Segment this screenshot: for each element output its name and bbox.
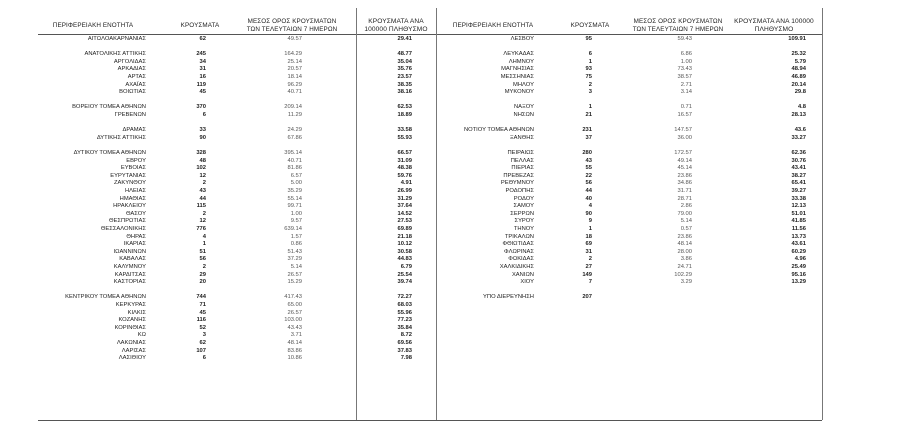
- region-name: ΚΑΛΥΜΝΟΥ: [113, 264, 146, 270]
- avg-7day-value: 65.00: [287, 302, 302, 308]
- per100k-value: 28.13: [791, 112, 806, 118]
- cases-value: 776: [196, 226, 206, 232]
- avg-7day-value: 28.71: [677, 195, 692, 202]
- cases-value: 75: [585, 74, 592, 80]
- cases-value: 107: [196, 347, 206, 354]
- cases-value: 4: [588, 203, 592, 210]
- per100k-value: 62.53: [397, 104, 412, 111]
- per100k-value: 46.89: [791, 74, 806, 80]
- per100k-value: 37.83: [397, 347, 412, 354]
- avg-7day-value: 20.57: [287, 66, 302, 73]
- cases-value: 1: [588, 226, 592, 232]
- avg-7day-value: 81.86: [287, 165, 302, 172]
- region-name: ΛΕΣΒΟΥ: [510, 36, 534, 42]
- region-name: ΕΥΒΟΙΑΣ: [120, 165, 146, 172]
- avg-7day-value: 31.71: [677, 188, 692, 194]
- avg-7day-value: 40.71: [287, 89, 302, 96]
- cases-value: 1: [202, 241, 206, 248]
- cases-value: 280: [582, 150, 592, 156]
- cases-value: 71: [199, 302, 206, 308]
- per100k-value: 35.84: [397, 324, 412, 331]
- avg-7day-value: 1.00: [290, 210, 302, 217]
- avg-7day-value: 51.43: [287, 248, 302, 255]
- avg-7day-value: 5.00: [290, 180, 302, 187]
- avg-7day-value: 3.14: [680, 89, 692, 96]
- cases-value: 93: [585, 66, 592, 73]
- region-name: ΡΕΘΥΜΝΟΥ: [500, 180, 534, 187]
- region-name: ΣΥΡΟΥ: [514, 218, 534, 225]
- cases-value: 744: [196, 294, 206, 301]
- avg-7day-value: 37.29: [287, 256, 302, 263]
- region-name: ΜΥΚΟΝΟΥ: [504, 89, 534, 96]
- avg-7day-value: 6.86: [680, 51, 692, 58]
- per100k-value: 55.93: [397, 134, 412, 141]
- region-name: ΠΕΙΡΑΙΩΣ: [507, 150, 534, 156]
- avg-7day-value: 395.14: [284, 150, 302, 156]
- per100k-value: 4.8: [797, 104, 806, 111]
- header-rule: [38, 34, 822, 35]
- cases-value: 4: [202, 233, 206, 240]
- cases-value: 2: [202, 180, 206, 187]
- region-name: ΖΑΚΥΝΘΟΥ: [113, 180, 146, 187]
- avg-7day-value: 5.14: [290, 264, 302, 270]
- region-name: ΒΟΡΕΙΟΥ ΤΟΜΕΑ ΑΘΗΝΩΝ: [72, 104, 146, 111]
- avg-7day-value: 0.86: [290, 241, 302, 248]
- region-name: ΔΥΤΙΚΟΥ ΤΟΜΕΑ ΑΘΗΝΩΝ: [73, 150, 146, 156]
- per100k-value: 43.61: [791, 241, 806, 248]
- region-name: ΒΟΙΩΤΙΑΣ: [119, 89, 146, 96]
- per100k-value: 23.57: [397, 74, 412, 80]
- cases-value: 31: [199, 66, 206, 73]
- per100k-value: 39.74: [397, 279, 412, 286]
- cases-value: 33: [199, 127, 206, 134]
- region-name: ΛΑΚΩΝΙΑΣ: [116, 340, 146, 346]
- cases-value: 43: [585, 157, 592, 164]
- per100k-value: 7.98: [400, 355, 412, 362]
- cases-value: 90: [585, 210, 592, 217]
- avg-7day-value: 1.57: [290, 233, 302, 240]
- avg-7day-value: 3.86: [680, 256, 692, 263]
- region-name: ΧΑΝΙΩΝ: [511, 271, 534, 278]
- avg-7day-value: 102.29: [674, 271, 692, 278]
- region-name: ΚΟΖΑΝΗΣ: [118, 317, 146, 324]
- avg-7day-value: 417.43: [284, 294, 302, 301]
- region-name: ΚΑΡΔΙΤΣΑΣ: [114, 271, 146, 278]
- avg-7day-value: 55.14: [287, 195, 302, 202]
- region-name: ΠΡΕΒΕΖΑΣ: [503, 172, 534, 179]
- avg-7day-value: 103.00: [284, 317, 302, 324]
- per100k-value: 11.56: [791, 226, 806, 232]
- region-name: ΝΑΞΟΥ: [513, 104, 534, 111]
- avg-7day-value: 2.71: [680, 81, 692, 88]
- region-name: ΥΠΟ ΔΙΕΡΕΥΝΗΣΗ: [483, 294, 534, 301]
- avg-7day-value: 172.57: [674, 150, 692, 156]
- header-per100k-right: ΚΡΟΥΣΜΑΤΑ ΑΝΑ 100000 ΠΛΗΘΥΣΜΟ: [734, 18, 814, 33]
- avg-7day-value: 23.86: [677, 172, 692, 179]
- avg-7day-value: 0.57: [680, 226, 692, 232]
- cases-value: 207: [582, 294, 592, 301]
- per100k-value: 72.27: [397, 294, 412, 301]
- region-name: ΠΕΛΛΑΣ: [510, 157, 534, 164]
- per100k-value: 33.58: [397, 127, 412, 134]
- avg-7day-value: 38.57: [677, 74, 692, 80]
- per100k-value: 5.79: [794, 58, 806, 65]
- per100k-value: 18.89: [397, 112, 412, 118]
- avg-7day-value: 49.57: [287, 36, 302, 42]
- cases-value: 20: [199, 279, 206, 286]
- avg-7day-value: 67.86: [287, 134, 302, 141]
- per100k-value: 30.76: [791, 157, 806, 164]
- region-name: ΕΥΡΥΤΑΝΙΑΣ: [110, 172, 146, 179]
- header-region-right: ΠΕΡΙΦΕΡΕΙΑΚΗ ΕΝΟΤΗΤΑ: [452, 22, 534, 29]
- per100k-value: 48.77: [397, 51, 412, 58]
- region-name: ΚΑΣΤΟΡΙΑΣ: [113, 279, 146, 286]
- avg-7day-value: 40.71: [287, 157, 302, 164]
- region-name: ΗΡΑΚΛΕΙΟΥ: [113, 203, 146, 210]
- cases-value: 6: [588, 51, 592, 58]
- per100k-value: 29.41: [397, 36, 412, 42]
- per100k-value: 21.18: [397, 233, 412, 240]
- avg-7day-value: 3.71: [290, 332, 302, 339]
- region-name: ΓΡΕΒΕΝΩΝ: [114, 112, 146, 118]
- region-name: ΜΗΛΟΥ: [513, 81, 534, 88]
- region-name: ΑΡΓΟΛΙΔΑΣ: [113, 58, 146, 65]
- cases-value: 102: [196, 165, 206, 172]
- cases-value: 6: [202, 112, 206, 118]
- header-avg-left: ΜΕΣΟΣ ΟΡΟΣ ΚΡΟΥΣΜΑΤΩΝ ΤΩΝ ΤΕΛΕΥΤΑΙΩΝ 7 ΗΜΕΡΩΝ: [246, 18, 338, 33]
- region-name: ΝΗΣΩΝ: [513, 112, 534, 118]
- cases-value: 12: [199, 172, 206, 179]
- cases-value: 31: [585, 248, 592, 255]
- cases-value: 1: [588, 58, 592, 65]
- per100k-value: 95.16: [791, 271, 806, 278]
- cases-value: 12: [199, 218, 206, 225]
- region-name: ΙΩΑΝΝΙΝΩΝ: [113, 248, 146, 255]
- per100k-value: 31.29: [397, 195, 412, 202]
- per100k-value: 69.89: [397, 226, 412, 232]
- cases-value: 328: [196, 150, 206, 156]
- per100k-value: 31.09: [397, 157, 412, 164]
- region-name: ΝΟΤΙΟΥ ΤΟΜΕΑ ΑΘΗΝΩΝ: [463, 127, 534, 134]
- per100k-value: 38.16: [397, 89, 412, 96]
- per100k-value: 51.01: [791, 210, 806, 217]
- avg-7day-value: 26.57: [287, 309, 302, 316]
- region-name: ΑΧΑΪΑΣ: [125, 81, 146, 88]
- region-name: ΗΛΕΙΑΣ: [125, 188, 146, 194]
- per100k-value: 4.91: [400, 180, 412, 187]
- region-name: ΡΟΔΟΥ: [513, 195, 534, 202]
- per100k-value: 27.53: [397, 218, 412, 225]
- region-name: ΘΑΣΟΥ: [125, 210, 146, 217]
- per100k-value: 43.6: [794, 127, 806, 134]
- avg-7day-value: 25.14: [287, 58, 302, 65]
- avg-7day-value: 35.29: [287, 188, 302, 194]
- cases-value: 6: [202, 355, 206, 362]
- avg-7day-value: 48.14: [287, 340, 302, 346]
- region-name: ΚΩ: [137, 332, 146, 339]
- cases-value: 55: [585, 165, 592, 172]
- avg-7day-value: 9.57: [290, 218, 302, 225]
- avg-7day-value: 83.86: [287, 347, 302, 354]
- avg-7day-value: 23.86: [677, 233, 692, 240]
- avg-7day-value: 99.71: [287, 203, 302, 210]
- per100k-value: 55.96: [397, 309, 412, 316]
- cases-value: 27: [585, 264, 592, 270]
- cases-value: 51: [199, 248, 206, 255]
- avg-7day-value: 36.00: [677, 134, 692, 141]
- per100k-value: 29.8: [794, 89, 806, 96]
- region-name: ΦΩΚΙΔΑΣ: [508, 256, 534, 263]
- per100k-value: 66.57: [397, 150, 412, 156]
- column-divider-far-right: [822, 8, 823, 420]
- region-name: ΑΡΚΑΔΙΑΣ: [117, 66, 146, 73]
- cases-value: 52: [199, 324, 206, 331]
- cases-value: 37: [585, 134, 592, 141]
- region-name: ΧΑΛΚΙΔΙΚΗΣ: [499, 264, 534, 270]
- region-name: ΘΕΣΠΡΩΤΙΑΣ: [109, 218, 146, 225]
- cases-value: 3: [588, 89, 592, 96]
- header-cases-left: ΚΡΟΥΣΜΑΤΑ: [180, 22, 220, 29]
- per100k-value: 44.83: [397, 256, 412, 263]
- cases-value: 21: [585, 112, 592, 118]
- region-name: ΤΗΝΟΥ: [513, 226, 534, 232]
- per100k-value: 25.54: [397, 271, 412, 278]
- region-name: ΔΡΑΜΑΣ: [122, 127, 146, 134]
- avg-7day-value: 26.57: [287, 271, 302, 278]
- region-name: ΣΑΜΟΥ: [513, 203, 534, 210]
- cases-value: 1: [588, 104, 592, 111]
- per100k-value: 6.79: [400, 264, 412, 270]
- avg-7day-value: 1.00: [680, 58, 692, 65]
- region-name: ΗΜΑΘΙΑΣ: [119, 195, 146, 202]
- cases-value: 2: [588, 256, 592, 263]
- avg-7day-value: 48.14: [677, 241, 692, 248]
- avg-7day-value: 73.43: [677, 66, 692, 73]
- cases-value: 3: [202, 332, 206, 339]
- cases-value: 48: [199, 157, 206, 164]
- cases-value: 45: [199, 309, 206, 316]
- avg-7day-value: 15.29: [287, 279, 302, 286]
- avg-7day-value: 147.57: [674, 127, 692, 134]
- per100k-value: 60.29: [791, 248, 806, 255]
- cases-value: 149: [582, 271, 592, 278]
- region-name: ΚΕΡΚΥΡΑΣ: [115, 302, 146, 308]
- region-name: ΞΑΝΘΗΣ: [509, 134, 534, 141]
- cases-value: 56: [199, 256, 206, 263]
- region-name: ΚΑΒΑΛΑΣ: [119, 256, 146, 263]
- avg-7day-value: 96.29: [287, 81, 302, 88]
- cases-value: 16: [199, 74, 206, 80]
- per100k-value: 41.85: [791, 218, 806, 225]
- avg-7day-value: 16.57: [677, 112, 692, 118]
- avg-7day-value: 59.43: [677, 36, 692, 42]
- avg-7day-value: 10.86: [287, 355, 302, 362]
- per100k-value: 68.03: [397, 302, 412, 308]
- per100k-value: 77.23: [397, 317, 412, 324]
- avg-7day-value: 43.43: [287, 324, 302, 331]
- avg-7day-value: 3.29: [680, 279, 692, 286]
- cases-value: 56: [585, 180, 592, 187]
- per100k-value: 10.12: [397, 241, 412, 248]
- cases-value: 43: [199, 188, 206, 194]
- cases-value: 7: [588, 279, 592, 286]
- per100k-value: 4.96: [794, 256, 806, 263]
- avg-7day-value: 2.86: [680, 203, 692, 210]
- column-divider-left: [356, 8, 357, 420]
- cases-value: 95: [585, 36, 592, 42]
- cases-value: 116: [196, 317, 206, 324]
- cases-value: 62: [199, 340, 206, 346]
- region-name: ΦΘΙΩΤΙΔΑΣ: [502, 241, 534, 248]
- per100k-value: 33.27: [791, 134, 806, 141]
- per100k-value: 26.99: [397, 188, 412, 194]
- per100k-value: 35.04: [397, 58, 412, 65]
- per100k-value: 8.72: [400, 332, 412, 339]
- avg-7day-value: 11.29: [287, 112, 302, 118]
- region-name: ΑΝΑΤΟΛΙΚΗΣ ΑΤΤΙΚΗΣ: [84, 51, 146, 58]
- per100k-value: 39.27: [791, 188, 806, 194]
- header-avg-right: ΜΕΣΟΣ ΟΡΟΣ ΚΡΟΥΣΜΑΤΩΝ ΤΩΝ ΤΕΛΕΥΤΑΙΩΝ 7 ΗΜΕΡΩΝ: [632, 18, 724, 33]
- region-name: ΚΟΡΙΝΘΙΑΣ: [114, 324, 146, 331]
- avg-7day-value: 164.29: [284, 51, 302, 58]
- avg-7day-value: 34.86: [677, 180, 692, 187]
- cases-value: 90: [199, 134, 206, 141]
- region-name: ΛΑΣΙΘΙΟΥ: [118, 355, 146, 362]
- region-name: ΣΕΡΡΩΝ: [510, 210, 534, 217]
- per100k-value: 38.27: [791, 172, 806, 179]
- cases-value: 22: [585, 172, 592, 179]
- cases-value: 115: [196, 203, 206, 210]
- cases-value: 18: [585, 233, 592, 240]
- region-name: ΠΙΕΡΙΑΣ: [511, 165, 534, 172]
- cases-value: 34: [199, 58, 206, 65]
- region-name: ΤΡΙΚΑΛΩΝ: [504, 233, 534, 240]
- cases-value: 370: [196, 104, 206, 111]
- cases-value: 2: [588, 81, 592, 88]
- cases-value: 231: [582, 127, 592, 134]
- region-name: ΑΙΤΩΛΟΑΚΑΡΝΑΝΙΑΣ: [87, 36, 146, 42]
- per100k-value: 59.76: [397, 172, 412, 179]
- avg-7day-value: 24.29: [287, 127, 302, 134]
- region-name: ΙΚΑΡΙΑΣ: [123, 241, 146, 248]
- per100k-value: 43.41: [791, 165, 806, 172]
- avg-7day-value: 5.14: [680, 218, 692, 225]
- cases-value: 29: [199, 271, 206, 278]
- region-name: ΘΗΡΑΣ: [126, 233, 146, 240]
- region-name: ΔΥΤΙΚΗΣ ΑΤΤΙΚΗΣ: [96, 134, 146, 141]
- cases-value: 245: [196, 51, 206, 58]
- region-name: ΕΒΡΟΥ: [126, 157, 146, 164]
- per100k-value: 38.35: [397, 81, 412, 88]
- per100k-value: 37.64: [397, 203, 412, 210]
- cases-value: 45: [199, 89, 206, 96]
- per100k-value: 25.49: [791, 264, 806, 270]
- per100k-value: 109.91: [788, 36, 806, 42]
- avg-7day-value: 639.14: [284, 226, 302, 232]
- region-name: ΛΑΡΙΣΑΣ: [121, 347, 146, 354]
- per100k-value: 48.38: [397, 165, 412, 172]
- cases-value: 44: [199, 195, 206, 202]
- region-name: ΚΙΛΚΙΣ: [127, 309, 146, 316]
- cases-value: 40: [585, 195, 592, 202]
- header-region-left: ΠΕΡΙΦΕΡΕΙΑΚΗ ΕΝΟΤΗΤΑ: [52, 22, 134, 29]
- region-name: ΜΑΓΝΗΣΙΑΣ: [501, 66, 534, 73]
- bottom-rule: [38, 420, 822, 421]
- avg-7day-value: 24.71: [677, 264, 692, 270]
- per100k-value: 14.52: [397, 210, 412, 217]
- per100k-value: 25.32: [791, 51, 806, 58]
- cases-value: 2: [202, 210, 206, 217]
- cases-value: 119: [196, 81, 206, 88]
- avg-7day-value: 28.00: [677, 248, 692, 255]
- avg-7day-value: 209.14: [284, 104, 302, 111]
- avg-7day-value: 79.00: [677, 210, 692, 217]
- region-name: ΡΟΔΟΠΗΣ: [505, 188, 534, 194]
- per100k-value: 48.94: [791, 66, 806, 73]
- per100k-value: 20.14: [791, 81, 806, 88]
- avg-7day-value: 49.14: [677, 157, 692, 164]
- region-name: ΧΙΟΥ: [520, 279, 534, 286]
- region-name: ΜΕΣΣΗΝΙΑΣ: [500, 74, 534, 80]
- region-name: ΦΛΩΡΙΝΑΣ: [504, 248, 534, 255]
- header-per100k-left: ΚΡΟΥΣΜΑΤΑ ΑΝΑ 100000 ΠΛΗΘΥΣΜΟ: [364, 18, 428, 33]
- avg-7day-value: 6.57: [290, 172, 302, 179]
- per100k-value: 13.29: [791, 279, 806, 286]
- region-name: ΑΡΤΑΣ: [127, 74, 146, 80]
- per100k-value: 62.36: [791, 150, 806, 156]
- column-divider-right: [436, 8, 437, 420]
- per100k-value: 65.41: [791, 180, 806, 187]
- cases-value: 44: [585, 188, 592, 194]
- avg-7day-value: 18.14: [287, 74, 302, 80]
- cases-value: 69: [585, 241, 592, 248]
- per100k-value: 30.58: [397, 248, 412, 255]
- per100k-value: 35.76: [397, 66, 412, 73]
- per100k-value: 69.56: [397, 340, 412, 346]
- avg-7day-value: 0.71: [680, 104, 692, 111]
- per100k-value: 12.13: [791, 203, 806, 210]
- cases-value: 9: [588, 218, 592, 225]
- cases-value: 2: [202, 264, 206, 270]
- region-name: ΛΗΜΝΟΥ: [508, 58, 534, 65]
- cases-value: 62: [199, 36, 206, 42]
- per100k-value: 13.73: [791, 233, 806, 240]
- region-name: ΚΕΝΤΡΙΚΟΥ ΤΟΜΕΑ ΑΘΗΝΩΝ: [65, 294, 146, 301]
- region-name: ΘΕΣΣΑΛΟΝΙΚΗΣ: [100, 226, 146, 232]
- header-cases-right: ΚΡΟΥΣΜΑΤΑ: [570, 22, 610, 29]
- per100k-value: 33.38: [791, 195, 806, 202]
- avg-7day-value: 45.14: [677, 165, 692, 172]
- region-name: ΛΕΥΚΑΔΑΣ: [503, 51, 534, 58]
